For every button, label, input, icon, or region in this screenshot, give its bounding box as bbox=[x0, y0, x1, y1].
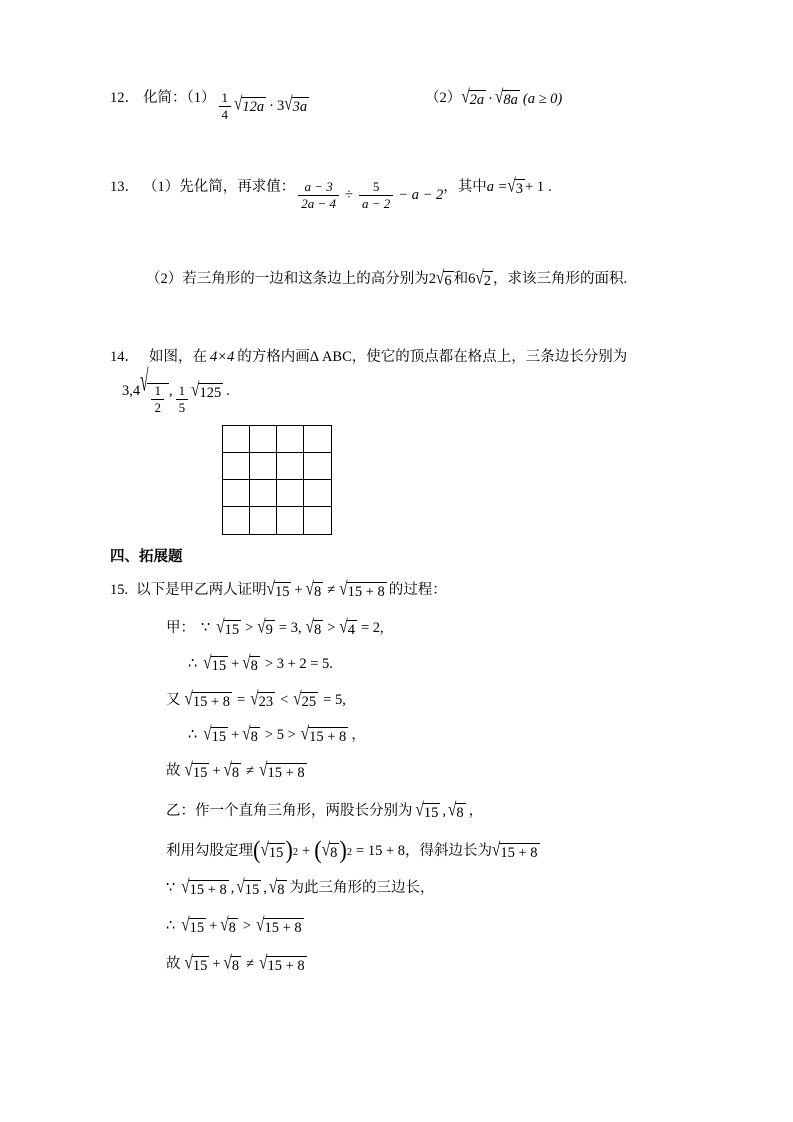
radical-15-plus-8: √ 15 + 8 bbox=[181, 876, 227, 899]
grid-cell bbox=[250, 507, 277, 534]
question-12-number: 12． bbox=[110, 90, 139, 106]
question-14-stem-a: 如图，在 bbox=[149, 348, 207, 365]
radical-15-plus-8: √ 15 + 8 bbox=[259, 759, 305, 782]
question-14-sides: 3,4 √ $\frac{1}{2}$ , $\frac{1}{5}$ √ 125 . bbox=[122, 364, 230, 415]
left-paren: ( bbox=[253, 834, 261, 864]
radical-4: √ 4 bbox=[339, 616, 355, 639]
question-13: 13． （1）先化简，再求值： $\frac{a - 3}{2a - 4}$ ÷ $\frac{5}{a - 2}$ − a − 2 ，其中 a = √ 3 + 1 . bbox=[110, 174, 552, 211]
question-15-number: 15. bbox=[110, 582, 129, 599]
radical-15: √ 15 bbox=[203, 723, 227, 746]
radical-8: √ 8 bbox=[321, 838, 338, 861]
question-12-part2: √ 2a · √ 8a (a ≥ 0) bbox=[461, 86, 563, 108]
question-12-part2-label: （2） bbox=[425, 90, 462, 106]
question-13-part2-tail: ，求该三角形的面积. bbox=[492, 271, 628, 288]
proof-line-1: 甲： ∵ √ 15 > √ 9 = 3, √ 8 > √ 4 = 2, bbox=[166, 616, 384, 639]
section-heading: 四、拓展题 bbox=[110, 549, 183, 566]
radical-15: √ 15 bbox=[203, 652, 227, 674]
question-13-number: 13． bbox=[110, 178, 139, 195]
radical-15: √ 15 bbox=[184, 952, 208, 974]
question-13-part2: （2）若三角形的一边和这条边上的高分别为 2 √ 6 和 6 √ 2 ，求该三角形的面积. bbox=[146, 269, 700, 291]
grid-cell bbox=[250, 453, 277, 480]
question-12-part1: $\frac{1}{4}$ √ 12a · 3 √ 3a bbox=[216, 91, 310, 123]
grid-cell bbox=[277, 480, 304, 507]
proof-line-9: ∴ √ 15 + √ 8 > √ 15 + 8 bbox=[166, 914, 302, 937]
radical-8: √ 8 bbox=[223, 952, 240, 974]
grid-cell bbox=[223, 426, 250, 453]
radical-15: √ 15 bbox=[184, 759, 208, 782]
radical-12a: √ 12a bbox=[234, 93, 265, 116]
question-14-number: 14． bbox=[110, 348, 139, 365]
fraction-a-minus-3-over-2a-minus-4: $\frac{a - 3}{2a - 4}$ bbox=[298, 180, 339, 212]
proof-line-2: ∴ √ 15 + √ 8 > 3 + 2 = 5. bbox=[188, 652, 333, 674]
question-13-part2-label: （2）若三角形的一边和这条边上的高分别为 bbox=[146, 271, 429, 288]
question-14 bbox=[110, 347, 700, 369]
radical-3: √ 3 bbox=[507, 174, 524, 197]
question-13-where: ，其中 bbox=[443, 178, 487, 195]
grid-cell bbox=[277, 426, 304, 453]
grid-cell bbox=[304, 507, 331, 534]
question-13-expression: $\frac{a - 3}{2a - 4}$ ÷ $\frac{5}{a - 2}$ − a − 2 bbox=[295, 180, 443, 212]
fraction-one-quarter: $\frac{1}{4}$ bbox=[219, 91, 232, 123]
question-14-grid-size: 4×4 bbox=[210, 348, 235, 365]
radical-8: √ 8 bbox=[305, 616, 322, 639]
radical-8: √ 8 bbox=[447, 799, 464, 821]
fraction-1-over-2: $\frac{1}{2}$ bbox=[151, 384, 164, 416]
right-paren: ) bbox=[285, 834, 293, 864]
grid-cell bbox=[223, 453, 250, 480]
grid-cell bbox=[304, 426, 331, 453]
radical-15-plus-8: √ 15 + 8 bbox=[492, 838, 538, 861]
radical-15: √ 15 bbox=[216, 616, 240, 639]
question-14-stem-b: 的方格内画Δ ABC，使它的顶点都在格点上，三条边长分别为 bbox=[237, 348, 628, 365]
radical-8: √ 8 bbox=[242, 652, 258, 674]
radical-8: √ 8 bbox=[220, 914, 236, 937]
proof-line-6: 乙：作一个直角三角形，两股长分别为 √ 15 , √ 8 ， bbox=[166, 799, 484, 821]
radical-6: √ 6 bbox=[436, 266, 452, 289]
radical-15: √ 15 bbox=[266, 578, 290, 601]
radical-125: √ 125 bbox=[191, 379, 222, 401]
radical-15-plus-8: √ 15 + 8 bbox=[339, 578, 385, 601]
radical-2: √ 2 bbox=[475, 266, 491, 289]
radical-8: √ 8 bbox=[223, 759, 240, 782]
grid-cell bbox=[277, 507, 304, 534]
radical-one-half: √ $\frac{1}{2}$ bbox=[140, 383, 169, 416]
radical-3a: √ 3a bbox=[284, 93, 308, 116]
radical-15-plus-8: √ 15 + 8 bbox=[300, 723, 347, 746]
grid-cell bbox=[250, 426, 277, 453]
proof-line-5: 故 √ 15 + √ 8 ≠ √ 15 + 8 bbox=[166, 759, 305, 782]
grid-cell bbox=[277, 453, 304, 480]
proof-line-7: 利用勾股定理 ( √ 15 ) 2 + ( √ 8 ) 2 = 15 + 8，得斜边长为 √ 15 + 8 bbox=[166, 834, 538, 864]
radical-15-plus-8: √ 15 + 8 bbox=[259, 952, 305, 974]
proof-line-4: ∴ √ 15 + √ 8 > 5 > √ 15 + 8 ， bbox=[188, 723, 366, 746]
grid-cell bbox=[223, 480, 250, 507]
radical-8: √ 8 bbox=[242, 723, 258, 746]
question-13-a-tail: + 1 bbox=[525, 178, 545, 195]
radical-8: √ 8 bbox=[305, 578, 322, 601]
radical-15: √ 15 bbox=[260, 838, 284, 861]
grid-cell bbox=[250, 480, 277, 507]
document-content bbox=[110, 88, 700, 976]
grid-cell bbox=[304, 453, 331, 480]
radical-15: √ 15 bbox=[236, 876, 260, 899]
proof-line-10: 故 √ 15 + √ 8 ≠ √ 15 + 8 bbox=[166, 952, 305, 974]
radical-15: √ 15 bbox=[181, 914, 205, 937]
grid-cell bbox=[223, 507, 250, 534]
radical-2a: √ 2a bbox=[461, 86, 485, 108]
fraction-5-over-a-minus-2: $\frac{5}{a - 2}$ bbox=[359, 180, 393, 212]
fraction-1-over-5: $\frac{1}{5}$ bbox=[176, 384, 189, 416]
radical-9: √ 9 bbox=[257, 616, 273, 639]
radical-8: √ 8 bbox=[268, 876, 285, 899]
proof-line-3: 又 √ 15 + 8 = √ 23 < √ 25 = 5, bbox=[166, 687, 346, 710]
question-12 bbox=[110, 88, 700, 123]
radical-23: √ 23 bbox=[250, 687, 274, 710]
left-paren: ( bbox=[314, 834, 322, 864]
radical-15-plus-8: √ 15 + 8 bbox=[184, 687, 231, 710]
question-12-stem: 化简：（1） bbox=[143, 90, 216, 106]
proof-line-8: ∵ √ 15 + 8 , √ 15 , √ 8 为此三角形的三边长， bbox=[166, 876, 435, 899]
grid-cell bbox=[304, 480, 331, 507]
radical-25: √ 25 bbox=[293, 687, 317, 710]
question-15: 15. 以下是甲乙两人证明 √ 15 + √ 8 ≠ √ 15 + 8 的过程： bbox=[110, 578, 447, 601]
question-13-part1-label: （1）先化简，再求值： bbox=[143, 178, 296, 195]
grid-4x4 bbox=[222, 425, 332, 535]
right-paren: ) bbox=[339, 834, 347, 864]
radical-8a: √ 8a bbox=[495, 86, 518, 108]
radical-15: √ 15 bbox=[415, 799, 439, 821]
question-13-a-eq: a = bbox=[486, 178, 508, 195]
radical-15-plus-8: √ 15 + 8 bbox=[256, 914, 302, 937]
